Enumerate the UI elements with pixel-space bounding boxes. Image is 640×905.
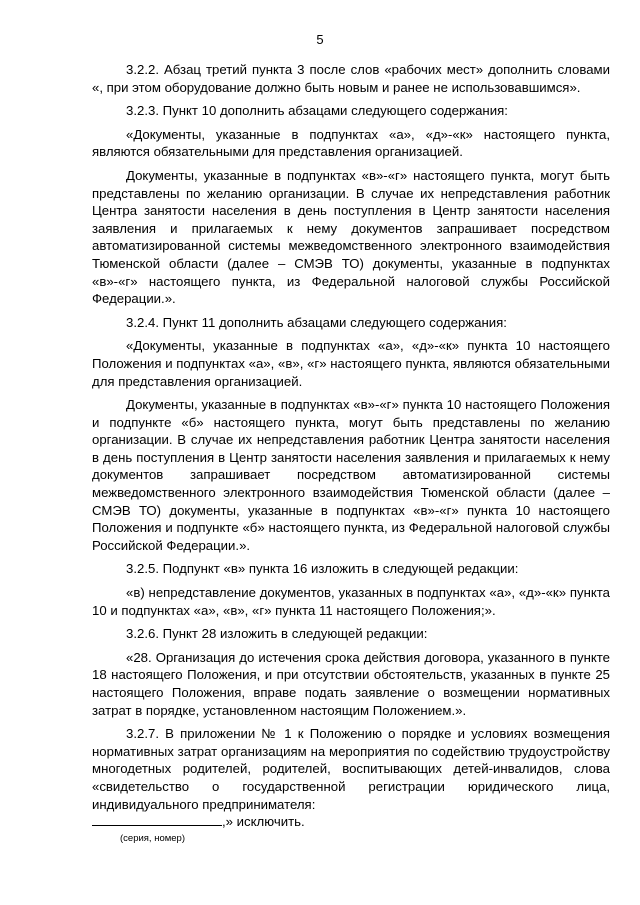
- paragraph-3-2-5: 3.2.5. Подпункт «в» пункта 16 изложить в следующей редакции:: [126, 561, 519, 577]
- paragraph-3-2-2: 3.2.2. Абзац третий пункта 3 после слов «рабочих мест» дополнить словами «, при этом оборудование должно быть новым и ранее не использовавшимся».: [92, 62, 610, 95]
- paragraph-3-2-3-quote-2: Документы, указанные в подпунктах «в»-«г» настоящего пункта, могут быть представлены по желанию организации. В случае их непредставления работник Центра занятости населения в день поступления в Центр занятости населения заявления и прилагаемых к нему документов запрашивает посредством автоматизированной системы межведомственного электронного взаимодействия Тюменской области (далее – СМЭВ ТО) документы, указанные в подпунктах «в»-«г» настоящего пункта, из Федеральной налоговой службы Российской Федерации.».: [92, 167, 610, 307]
- page-number: 5: [316, 32, 324, 47]
- footnote-series-number: (серия, номер): [120, 832, 186, 844]
- paragraph-3-2-5-quote: «в) непредставление документов, указанных в подпунктах «а», «д»-«к» пункта 10 и подпунктах «а», «в», «г» пункта 11 настоящего Положения;».: [92, 585, 610, 618]
- fill-in-blank: [92, 813, 222, 826]
- paragraph-3-2-7: 3.2.7. В приложении № 1 к Положению о порядке и условиях возмещения нормативных затрат организациям на мероприятия по содействию трудоустройству многодетных родителей, родителей, воспитывающих детей-инвалидов, слова «свидетельство о государственной регистрации юридического лица, индивидуального предпринимателя:: [92, 726, 610, 812]
- paragraph-3-2-3-quote-1: «Документы, указанные в подпунктах «а», «д»-«к» настоящего пункта, являются обязательными для представления организацией.: [92, 126, 610, 160]
- document-body: [92, 61, 610, 844]
- final-line: [92, 813, 610, 831]
- paragraph-3-2-4-quote-1: «Документы, указанные в подпунктах «а», «д»-«к» пункта 10 настоящего Положения и подпунктах «а», «в», «г» настоящего пункта, являются обязательными для представления организацией.: [92, 338, 610, 389]
- final-line-suffix: ,» исключить.: [222, 814, 305, 830]
- paragraph-3-2-6-quote: «28. Организация до истечения срока действия договора, указанного в пункте 18 настоящего Положения, и при отсутствии обстоятельств, указанных в пункте 25 настоящего Положения, вправе подать заявление о возмещении нормативных затрат в порядке, установленном настоящим Положением.».: [92, 649, 610, 718]
- paragraph-3-2-4: 3.2.4. Пункт 11 дополнить абзацами следующего содержания:: [126, 314, 507, 330]
- paragraph-3-2-4-quote-2: Документы, указанные в подпунктах «в»-«г» пункта 10 настоящего Положения и подпункте «б» настоящего пункта, могут быть представлены по желанию организации. В случае их непредставления работник Центра занятости населения в день поступления в Центр занятости населения заявления и прилагаемых к нему документов запрашивает посредством автоматизированной системы межведомственного электронного взаимодействия Тюменской области (далее – СМЭВ ТО) документы, указанные в подпунктах «в»-«г» пункта 10 настоящего Положения и подпункте «б» настоящего пункта, из Федеральной налоговой службы Российской Федерации.».: [92, 397, 610, 553]
- paragraph-3-2-3: 3.2.3. Пункт 10 дополнить абзацами следующего содержания:: [126, 103, 508, 119]
- paragraph-3-2-6: 3.2.6. Пункт 28 изложить в следующей редакции:: [126, 626, 428, 642]
